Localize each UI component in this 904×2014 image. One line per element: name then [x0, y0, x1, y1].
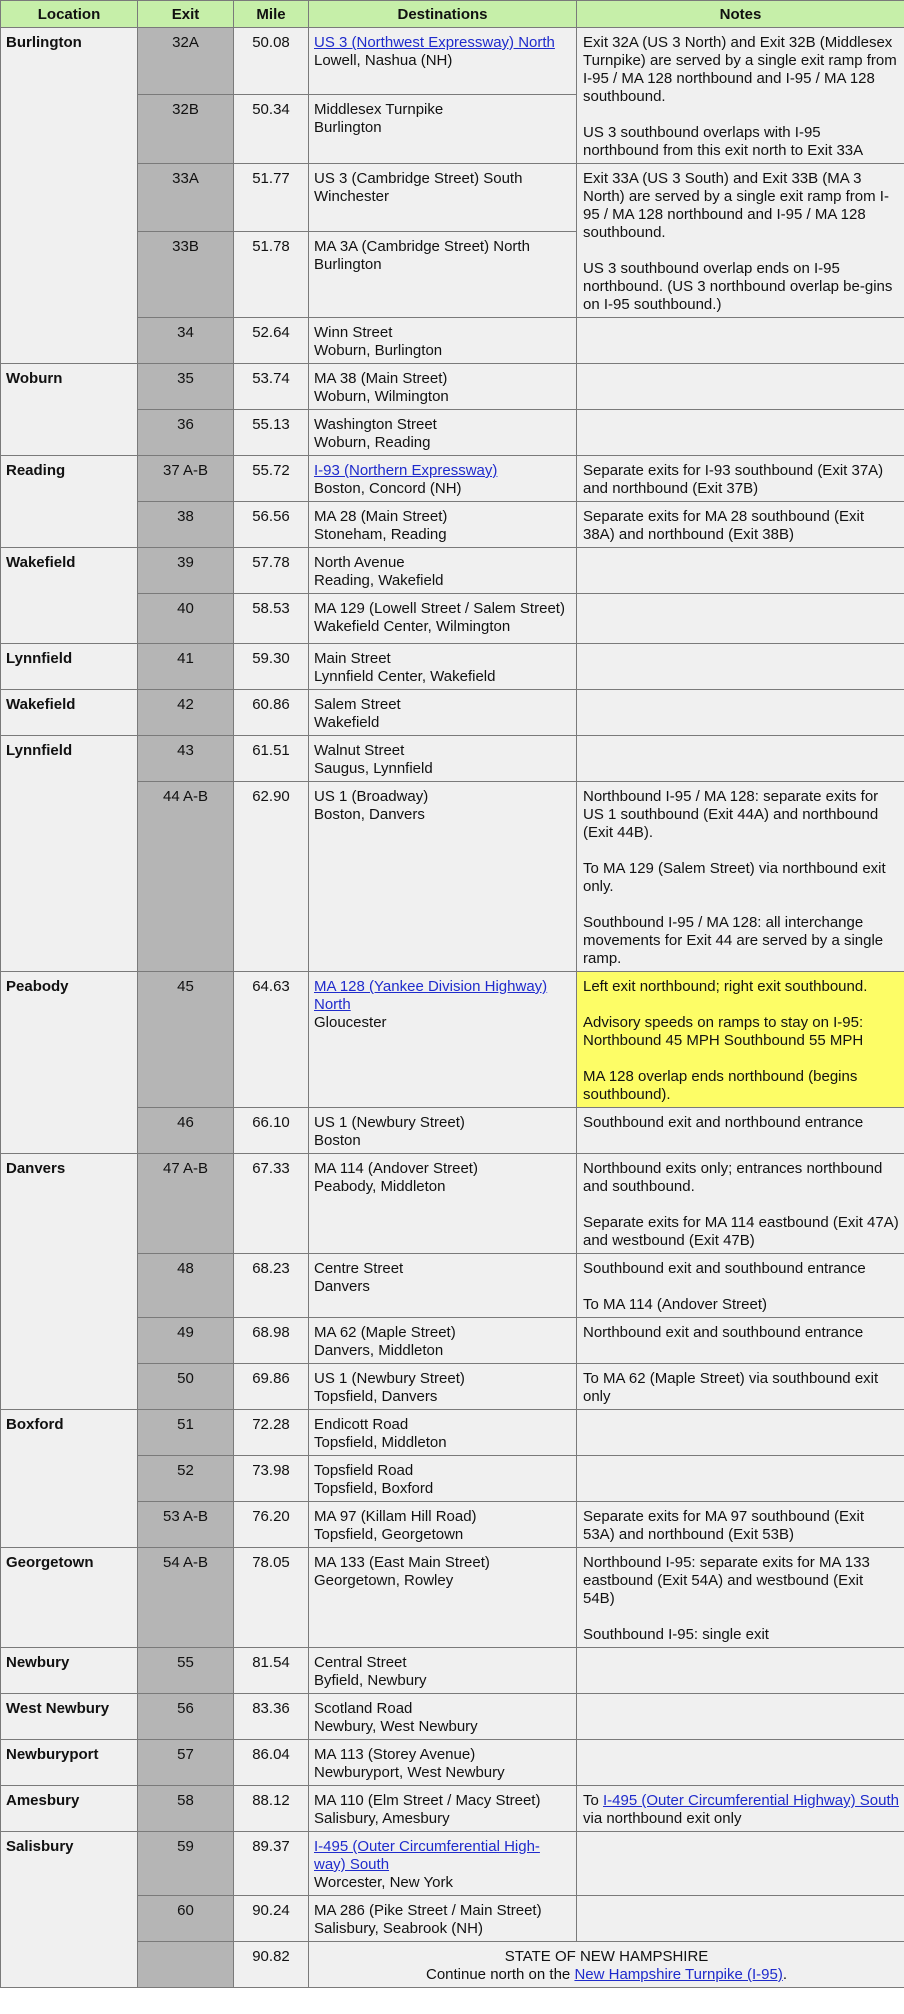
destination-route: MA 3A (Cambridge Street) North: [314, 238, 530, 256]
destination-route: [314, 34, 571, 52]
destination-route: [314, 1838, 571, 1874]
mile-cell: 66.10: [234, 1108, 309, 1154]
note-paragraph: Separate exits for I-93 southbound (Exit 37A) and northbound (Exit 37B): [583, 462, 884, 497]
mile-cell: 50.08: [234, 28, 309, 95]
exit-number-cell: 58: [138, 1786, 234, 1832]
destination-route: MA 113 (Storey Avenue): [314, 1746, 476, 1763]
location-cell: Peabody: [1, 972, 138, 1154]
destination-places: Lowell, Nashua (NH): [314, 52, 453, 69]
note-paragraph: Separate exits for MA 97 southbound (Exit 53A) and northbound (Exit 53B): [583, 1508, 864, 1543]
mile-cell: 55.13: [234, 410, 309, 456]
exit-number-cell: 39: [138, 548, 234, 594]
destination-places: Boston, Concord (NH): [314, 480, 462, 497]
destinations-cell: [309, 95, 577, 164]
exit-number-cell: 41: [138, 644, 234, 690]
notes-cell-empty: [577, 1410, 904, 1456]
destination-places: Newburyport, West Newbury: [314, 1764, 505, 1781]
destination-route: MA 28 (Main Street): [314, 508, 448, 525]
exit-number-cell: 37 A-B: [138, 456, 234, 502]
notes-cell-empty: [577, 548, 904, 594]
destinations-cell: [309, 364, 577, 410]
exit-number-cell: 46: [138, 1108, 234, 1154]
exit-number-cell: 47 A-B: [138, 1154, 234, 1254]
destination-places: Winchester: [314, 188, 390, 205]
note-paragraph: Northbound exit and southbound entrance: [583, 1324, 864, 1341]
destination-places: Danvers: [314, 1278, 370, 1295]
exit-number-cell: [138, 1942, 234, 1988]
exit-number-cell: 38: [138, 502, 234, 548]
destination-places: Burlington: [314, 119, 382, 137]
col-header-mile: Mile: [234, 1, 309, 28]
table-row: [1, 690, 904, 736]
destinations-cell: [309, 1410, 577, 1456]
destination-route: Endicott Road: [314, 1416, 409, 1433]
destination-places: Saugus, Lynnfield: [314, 760, 433, 777]
note-paragraph: US 3 southbound overlap ends on I-95 northbound. (US 3 northbound overlap be-gins on I-95 southbound.): [583, 260, 893, 313]
destination-route: US 1 (Newbury Street): [314, 1370, 465, 1387]
destination-route: MA 133 (East Main Street): [314, 1554, 490, 1571]
destination-places: Lynnfield Center, Wakefield: [314, 668, 496, 685]
mile-cell: 86.04: [234, 1740, 309, 1786]
destination-places: Reading, Wakefield: [314, 572, 444, 589]
notes-cell: [577, 1786, 904, 1832]
destinations-cell: [309, 1456, 577, 1502]
destinations-cell: [309, 1548, 577, 1648]
state-line-continue: Continue north on the New Hampshire Turnpike (I-95).: [425, 1966, 788, 1983]
note-paragraph: MA 128 overlap ends northbound (begins southbound).: [583, 1068, 858, 1103]
destination-places: Woburn, Reading: [314, 434, 431, 451]
exit-number-cell: 53 A-B: [138, 1502, 234, 1548]
notes-cell: [577, 1108, 904, 1154]
col-header-notes: Notes: [577, 1, 904, 28]
state-line-cell: [309, 1942, 904, 1988]
destinations-cell: [309, 972, 577, 1108]
note-paragraph: Left exit northbound; right exit southbound.: [583, 978, 868, 995]
notes-cell: [577, 1254, 904, 1318]
mile-cell: 60.86: [234, 690, 309, 736]
destination-places: Woburn, Wilmington: [314, 388, 449, 405]
table-row: [1, 28, 904, 95]
note-paragraph: US 3 southbound overlaps with I-95 northbound from this exit north to Exit 33A: [583, 124, 864, 159]
note-paragraph: Northbound exits only; entrances northbound and southbound.: [583, 1160, 883, 1195]
destinations-cell: [309, 1694, 577, 1740]
destination-route: MA 110 (Elm Street / Macy Street): [314, 1792, 541, 1809]
mile-cell: 56.56: [234, 502, 309, 548]
mile-cell: 72.28: [234, 1410, 309, 1456]
destination-route: US 1 (Broadway): [314, 788, 429, 805]
destination-route: [314, 978, 571, 1014]
mile-cell: 90.24: [234, 1896, 309, 1942]
destinations-cell: [309, 1318, 577, 1364]
mile-cell: 61.51: [234, 736, 309, 782]
exit-number-cell: 59: [138, 1832, 234, 1896]
note-paragraph: Southbound I-95: single exit: [583, 1626, 769, 1643]
route-link[interactable]: MA 128 (Yankee Division Highway) North: [314, 978, 548, 1013]
table-row: [1, 548, 904, 594]
destination-places: Woburn, Burlington: [314, 342, 443, 359]
destinations-cell: [309, 1832, 577, 1896]
table-body: [1, 28, 904, 1988]
destination-route: Washington Street: [314, 416, 437, 433]
destination-route: US 3 (Cambridge Street) South: [314, 170, 523, 187]
note-paragraph: Southbound I-95 / MA 128: all interchange movements for Exit 44 are served by a single ramp.: [583, 914, 884, 967]
mile-cell: 51.77: [234, 164, 309, 232]
mile-cell: 76.20: [234, 1502, 309, 1548]
location-cell: Newburyport: [1, 1740, 138, 1786]
mile-cell: 64.63: [234, 972, 309, 1108]
col-header-location: Location: [1, 1, 138, 28]
col-header-destinations: Destinations: [309, 1, 577, 28]
note-paragraph: To MA 114 (Andover Street): [583, 1296, 767, 1313]
destinations-cell: [309, 410, 577, 456]
location-cell: Lynnfield: [1, 736, 138, 972]
note-paragraph: Separate exits for MA 114 eastbound (Exit 47A) and westbound (Exit 47B): [583, 1214, 899, 1249]
destination-route: MA 286 (Pike Street / Main Street): [314, 1902, 542, 1919]
exit-number-cell: 52: [138, 1456, 234, 1502]
destination-route: Middlesex Turnpike: [314, 101, 444, 119]
mile-cell: 51.78: [234, 232, 309, 318]
notes-cell-empty: [577, 1456, 904, 1502]
notes-cell-empty: [577, 1694, 904, 1740]
location-cell: Amesbury: [1, 1786, 138, 1832]
exit-number-cell: 60: [138, 1896, 234, 1942]
notes-cell-empty: [577, 644, 904, 690]
exit-number-cell: 48: [138, 1254, 234, 1318]
mile-cell: 50.34: [234, 95, 309, 164]
destination-route: US 1 (Newbury Street): [314, 1114, 465, 1131]
destination-places: Boston, Danvers: [314, 806, 425, 823]
mile-cell: 69.86: [234, 1364, 309, 1410]
table-row: [1, 1648, 904, 1694]
notes-cell: [577, 972, 904, 1108]
destination-places: Topsfield, Boxford: [314, 1480, 434, 1497]
mile-cell: 83.36: [234, 1694, 309, 1740]
destinations-cell: [309, 1786, 577, 1832]
exit-number-cell: 55: [138, 1648, 234, 1694]
route-link[interactable]: US 3 (Northwest Expressway) North: [314, 34, 555, 51]
table-row: [1, 972, 904, 1108]
destinations-cell: [309, 644, 577, 690]
destination-places: Danvers, Middleton: [314, 1342, 444, 1359]
notes-cell: [577, 1364, 904, 1410]
notes-cell-empty: [577, 1740, 904, 1786]
mile-cell: 55.72: [234, 456, 309, 502]
destination-places: Newbury, West Newbury: [314, 1718, 478, 1735]
note-paragraph: Exit 33A (US 3 South) and Exit 33B (MA 3 North) are served by a single exit ramp from I-95 / MA 128 northbound and I-95 / MA 128 southbound.: [583, 170, 889, 241]
route-link[interactable]: I-93 (Northern Expressway): [314, 462, 498, 479]
destinations-cell: [309, 736, 577, 782]
exit-number-cell: 44 A-B: [138, 782, 234, 972]
table-row: [1, 1786, 904, 1832]
location-cell: Woburn: [1, 364, 138, 456]
exit-number-cell: 56: [138, 1694, 234, 1740]
destinations-cell: [309, 1502, 577, 1548]
notes-cell: [577, 1548, 904, 1648]
destination-places: Peabody, Middleton: [314, 1178, 446, 1195]
exit-number-cell: 34: [138, 318, 234, 364]
exit-number-cell: 50: [138, 1364, 234, 1410]
destinations-cell: [309, 1108, 577, 1154]
destinations-cell: [309, 1154, 577, 1254]
destination-route: MA 97 (Killam Hill Road): [314, 1508, 477, 1525]
destinations-cell: [309, 318, 577, 364]
exit-number-cell: 57: [138, 1740, 234, 1786]
mile-cell: 81.54: [234, 1648, 309, 1694]
table-row: [1, 1740, 904, 1786]
mile-cell: 59.30: [234, 644, 309, 690]
mile-cell: 52.64: [234, 318, 309, 364]
destination-places: Salisbury, Amesbury: [314, 1810, 450, 1827]
destinations-cell: [309, 1364, 577, 1410]
location-cell: Burlington: [1, 28, 138, 364]
route-link[interactable]: I-495 (Outer Circumferential High-way) South: [314, 1838, 540, 1873]
exit-number-cell: 45: [138, 972, 234, 1108]
exit-number-cell: 42: [138, 690, 234, 736]
mile-cell: 62.90: [234, 782, 309, 972]
table-row: [1, 1548, 904, 1648]
location-cell: Newbury: [1, 1648, 138, 1694]
destination-places: Topsfield, Middleton: [314, 1434, 447, 1451]
col-header-exit: Exit: [138, 1, 234, 28]
destinations-cell: [309, 1254, 577, 1318]
table-row: [1, 1832, 904, 1896]
destinations-cell: [309, 164, 577, 232]
destinations-cell: [309, 1648, 577, 1694]
mile-cell: 58.53: [234, 594, 309, 644]
destination-places: Gloucester: [314, 1014, 387, 1031]
destinations-cell: [309, 594, 577, 644]
destination-places: Stoneham, Reading: [314, 526, 447, 543]
destination-places: Topsfield, Danvers: [314, 1388, 438, 1405]
table-row: [1, 1154, 904, 1254]
location-cell: Reading: [1, 456, 138, 548]
exit-number-cell: 54 A-B: [138, 1548, 234, 1648]
note-paragraph: Southbound exit and southbound entrance: [583, 1260, 866, 1277]
destinations-cell: [309, 456, 577, 502]
note-paragraph: To MA 62 (Maple Street) via southbound exit only: [583, 1370, 879, 1405]
destination-places: Wakefield: [314, 714, 380, 731]
destination-route: North Avenue: [314, 554, 405, 571]
exit-number-cell: 51: [138, 1410, 234, 1456]
i495-link[interactable]: I-495 (Outer Circumferential Highway) South: [603, 1792, 899, 1809]
notes-cell-empty: [577, 594, 904, 644]
notes-cell: [577, 1318, 904, 1364]
destination-route: MA 129 (Lowell Street / Salem Street): [314, 600, 565, 617]
nh-turnpike-link[interactable]: New Hampshire Turnpike (I-95): [574, 1966, 783, 1983]
notes-cell-empty: [577, 410, 904, 456]
exit-number-cell: 36: [138, 410, 234, 456]
location-cell: Boxford: [1, 1410, 138, 1548]
destinations-cell: [309, 502, 577, 548]
destinations-cell: [309, 690, 577, 736]
mile-cell: 57.78: [234, 548, 309, 594]
note-paragraph: Northbound I-95: separate exits for MA 133 eastbound (Exit 54A) and westbound (Exit 54B): [583, 1554, 870, 1607]
destination-route: Scotland Road: [314, 1700, 413, 1717]
destination-places: Burlington: [314, 256, 382, 274]
mile-cell: 78.05: [234, 1548, 309, 1648]
notes-cell: [577, 502, 904, 548]
mile-cell: 89.37: [234, 1832, 309, 1896]
table-row: [1, 364, 904, 410]
exit-number-cell: 32A: [138, 28, 234, 95]
destination-route: MA 38 (Main Street): [314, 370, 448, 387]
note-paragraph: Northbound I-95 / MA 128: separate exits for US 1 southbound (Exit 44A) and northbound (Exit 44B).: [583, 788, 879, 841]
table-row: [1, 1410, 904, 1456]
destination-places: Worcester, New York: [314, 1874, 453, 1891]
location-cell: Wakefield: [1, 548, 138, 644]
destinations-cell: [309, 28, 577, 95]
mile-cell: 68.23: [234, 1254, 309, 1318]
destination-route: Central Street: [314, 1654, 407, 1671]
note-paragraph: Advisory speeds on ramps to stay on I-95: Northbound 45 MPH Southbound 55 MPH: [583, 1014, 864, 1049]
destination-places: Wakefield Center, Wilmington: [314, 618, 511, 635]
state-line-title: STATE OF NEW HAMPSHIRE: [504, 1948, 709, 1965]
destination-route: Winn Street: [314, 324, 393, 341]
mile-cell: 68.98: [234, 1318, 309, 1364]
exit-number-cell: 32B: [138, 95, 234, 164]
header-row: [1, 1, 904, 28]
mile-cell: 88.12: [234, 1786, 309, 1832]
note-paragraph: To MA 129 (Salem Street) via northbound exit only.: [583, 860, 886, 895]
location-cell: Wakefield: [1, 690, 138, 736]
destination-places: Georgetown, Rowley: [314, 1572, 454, 1589]
destination-places: Boston: [314, 1132, 361, 1149]
destination-places: Salisbury, Seabrook (NH): [314, 1920, 483, 1937]
destination-route: MA 62 (Maple Street): [314, 1324, 456, 1341]
destinations-cell: [309, 1740, 577, 1786]
exit-number-cell: 33A: [138, 164, 234, 232]
destinations-cell: [309, 232, 577, 318]
note-paragraph: To I-495 (Outer Circumferential Highway) South via northbound exit only: [583, 1792, 899, 1827]
exit-number-cell: 35: [138, 364, 234, 410]
note-paragraph: Exit 32A (US 3 North) and Exit 32B (Middlesex Turnpike) are served by a single exit ramp from I-95 / MA 128 northbound and I-95 / MA 128 southbound.: [583, 34, 897, 105]
destination-route: Centre Street: [314, 1260, 404, 1277]
exit-number-cell: 49: [138, 1318, 234, 1364]
destination-route: Salem Street: [314, 696, 401, 713]
destination-route: Main Street: [314, 650, 391, 667]
table-row: [1, 1694, 904, 1740]
mile-cell: 67.33: [234, 1154, 309, 1254]
notes-cell: [577, 456, 904, 502]
location-cell: Danvers: [1, 1154, 138, 1410]
notes-cell-empty: [577, 736, 904, 782]
notes-cell: [577, 1502, 904, 1548]
exit-number-cell: 40: [138, 594, 234, 644]
notes-cell-empty: [577, 364, 904, 410]
location-cell: Georgetown: [1, 1548, 138, 1648]
notes-cell-empty: [577, 1896, 904, 1942]
exit-number-cell: 33B: [138, 232, 234, 318]
note-paragraph: Southbound exit and northbound entrance: [583, 1114, 864, 1131]
table-row: [1, 644, 904, 690]
destination-places: Topsfield, Georgetown: [314, 1526, 464, 1543]
destinations-cell: [309, 548, 577, 594]
notes-cell-empty: [577, 318, 904, 364]
destinations-cell: [309, 782, 577, 972]
destination-places: Byfield, Newbury: [314, 1672, 427, 1689]
location-cell: West Newbury: [1, 1694, 138, 1740]
notes-cell: [577, 28, 904, 164]
note-paragraph: Separate exits for MA 28 southbound (Exit 38A) and northbound (Exit 38B): [583, 508, 864, 543]
location-cell: Salisbury: [1, 1832, 138, 1988]
table-row: [1, 736, 904, 782]
destinations-cell: [309, 1896, 577, 1942]
destination-route: [314, 462, 571, 480]
destination-route: MA 114 (Andover Street): [314, 1160, 478, 1177]
mile-cell: 90.82: [234, 1942, 309, 1988]
location-cell: Lynnfield: [1, 644, 138, 690]
notes-cell: [577, 1154, 904, 1254]
table-row: [1, 456, 904, 502]
destination-route: Walnut Street: [314, 742, 405, 759]
notes-cell-empty: [577, 1832, 904, 1896]
destination-route: Topsfield Road: [314, 1462, 414, 1479]
exit-number-cell: 43: [138, 736, 234, 782]
mile-cell: 53.74: [234, 364, 309, 410]
notes-cell-empty: [577, 690, 904, 736]
notes-cell: [577, 782, 904, 972]
notes-cell-empty: [577, 1648, 904, 1694]
mile-cell: 73.98: [234, 1456, 309, 1502]
notes-cell: [577, 164, 904, 318]
